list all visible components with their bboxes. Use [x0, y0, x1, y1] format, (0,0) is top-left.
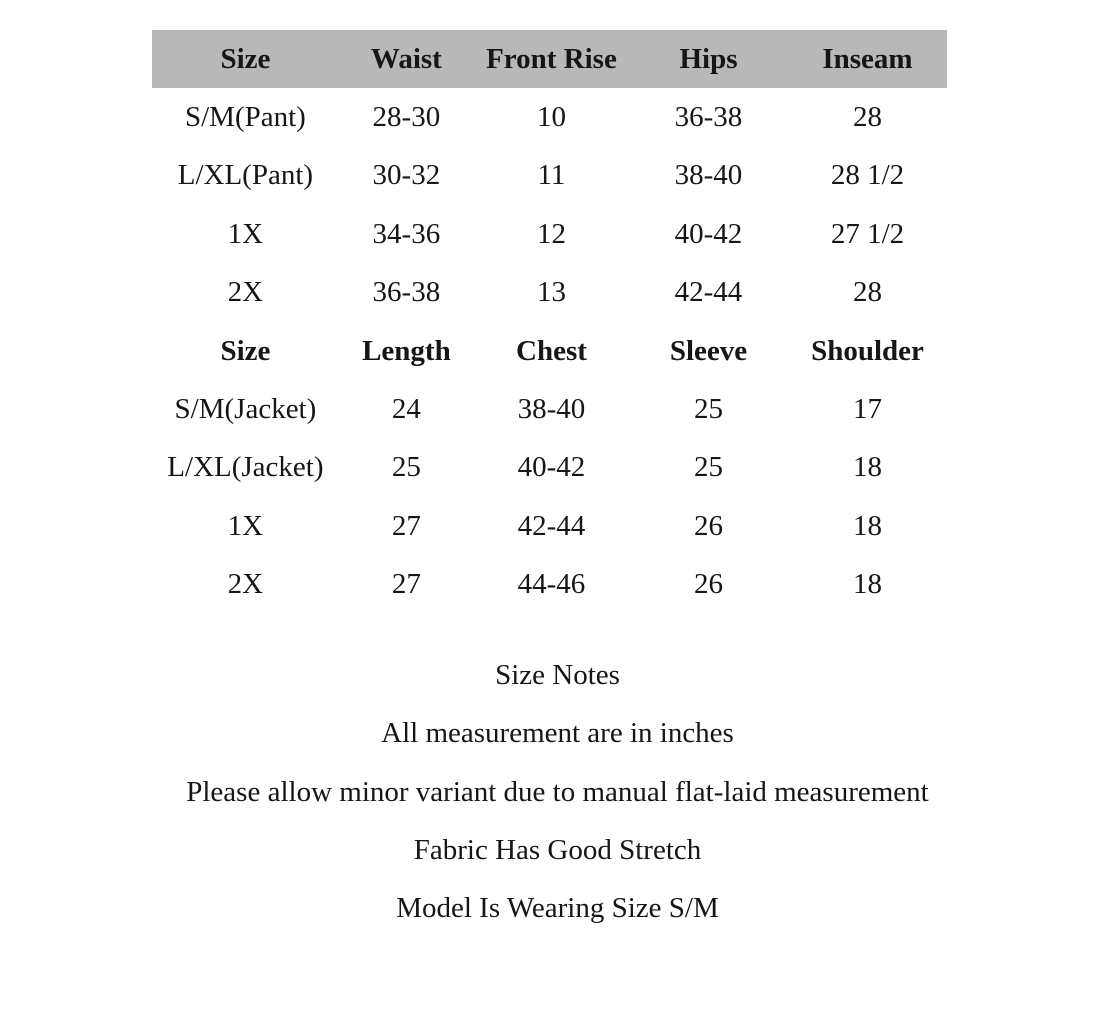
pants-header-front-rise: Front Rise: [474, 30, 629, 88]
jacket-row-sm-chest: 38-40: [517, 393, 586, 426]
jacket-header-chest: Chest: [516, 334, 587, 367]
size-notes-title: Size Notes: [495, 659, 620, 691]
pants-header-inseam: Inseam: [788, 30, 947, 88]
jacket-row-1x-shoulder: 18: [852, 509, 882, 542]
table-row: [152, 88, 947, 146]
pants-row-lxl-front-rise: 11: [537, 159, 566, 192]
jacket-header-shoulder: Shoulder: [811, 334, 924, 367]
jacket-header-length: Length: [362, 334, 451, 367]
jacket-header-row: [152, 322, 947, 380]
jacket-row-1x-size: 1X: [227, 509, 264, 542]
jacket-row-1x-length: 27: [391, 509, 421, 542]
jacket-header-sleeve: Sleeve: [669, 334, 748, 367]
note-model-size: Model Is Wearing Size S/M: [396, 892, 719, 925]
jacket-row-1x-sleeve: 26: [693, 509, 723, 542]
pants-row-2x-front-rise: 13: [536, 276, 566, 309]
jacket-row-2x-shoulder: 18: [852, 568, 882, 601]
jacket-row-lxl-sleeve: 25: [693, 451, 723, 484]
jacket-row-lxl-chest: 40-42: [517, 451, 586, 484]
size-chart-table: [152, 30, 947, 614]
note-fabric-stretch: Fabric Has Good Stretch: [413, 833, 702, 866]
jacket-row-2x-sleeve: 26: [693, 568, 723, 601]
pants-row-1x-size: 1X: [227, 217, 264, 250]
pants-row-2x-inseam: 28: [852, 276, 882, 309]
jacket-row-1x-chest: 42-44: [517, 509, 586, 542]
table-row: [152, 556, 947, 614]
pants-header-row: [152, 30, 947, 88]
pants-row-sm-waist: 28-30: [372, 101, 441, 134]
pants-row-lxl-waist: 30-32: [372, 159, 441, 192]
pants-header-hips: Hips: [629, 30, 788, 88]
jacket-row-2x-size: 2X: [227, 568, 264, 601]
jacket-row-sm-size: S/M(Jacket): [174, 393, 317, 426]
pants-row-lxl-inseam: 28 1/2: [830, 159, 905, 192]
note-measurements-in-inches: All measurement are in inches: [381, 717, 734, 750]
jacket-row-sm-length: 24: [391, 393, 421, 426]
pants-row-sm-front-rise: 10: [536, 101, 566, 134]
table-row: [152, 380, 947, 438]
jacket-row-sm-sleeve: 25: [693, 393, 723, 426]
pants-row-1x-hips: 40-42: [674, 217, 743, 250]
pants-row-2x-hips: 42-44: [674, 276, 743, 309]
jacket-header-size: Size: [220, 334, 271, 367]
pants-row-lxl-hips: 38-40: [674, 159, 743, 192]
size-notes-section: [0, 646, 1115, 937]
pants-row-lxl-size: L/XL(Pant): [177, 159, 314, 192]
pants-header-waist: Waist: [339, 30, 474, 88]
jacket-row-lxl-size: L/XL(Jacket): [167, 451, 324, 484]
jacket-row-2x-chest: 44-46: [517, 568, 586, 601]
table-row: [152, 439, 947, 497]
pants-row-sm-inseam: 28: [852, 101, 882, 134]
jacket-row-2x-length: 27: [391, 568, 421, 601]
pants-row-sm-size: S/M(Pant): [184, 101, 306, 134]
table-row: [152, 497, 947, 555]
pants-row-1x-waist: 34-36: [372, 217, 441, 250]
pants-row-sm-hips: 36-38: [674, 101, 743, 134]
pants-row-2x-size: 2X: [227, 276, 264, 309]
pants-row-2x-waist: 36-38: [372, 276, 441, 309]
table-row: [152, 147, 947, 205]
table-row: [152, 205, 947, 263]
pants-row-1x-front-rise: 12: [536, 217, 566, 250]
jacket-row-lxl-length: 25: [391, 451, 421, 484]
pants-header-size: Size: [152, 30, 339, 88]
table-row: [152, 264, 947, 322]
note-minor-variant: Please allow minor variant due to manual flat-laid measurement: [186, 775, 929, 808]
jacket-row-sm-shoulder: 17: [852, 393, 882, 426]
pants-row-1x-inseam: 27 1/2: [830, 217, 905, 250]
jacket-row-lxl-shoulder: 18: [852, 451, 882, 484]
